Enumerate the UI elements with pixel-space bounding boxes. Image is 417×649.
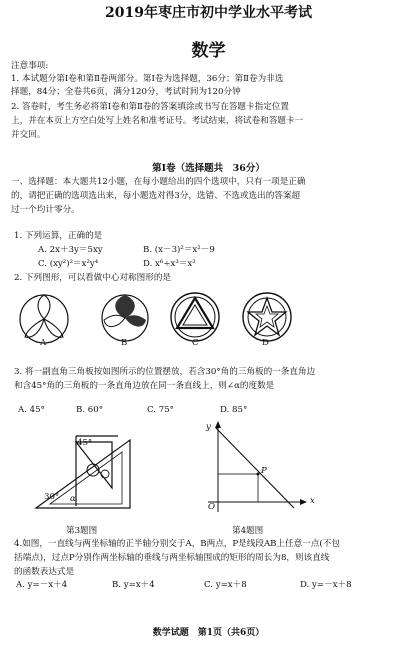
exam-title: 2019年枣庄市初中学业水平考试	[105, 5, 312, 21]
question-stem: 的函数表达式是	[14, 567, 75, 577]
option-a: A. 2x＋3y＝5xy	[38, 245, 103, 255]
option-b: B. y=x＋4	[112, 580, 155, 590]
notice-line: 1. 本试题分第Ⅰ卷和第Ⅱ卷两部分。第Ⅰ卷为选择题，36分；第Ⅱ卷为非选	[11, 74, 284, 84]
axis-label-y: y	[206, 422, 211, 432]
option-d: D. x⁶÷x³＝x²	[143, 259, 196, 269]
figure-label: B	[121, 338, 128, 348]
option-c: C. 75°	[147, 405, 174, 415]
question-stem: 3. 将一副直角三角板按如图所示的位置摆放，若含30°角的三角板的一条直角边	[14, 367, 316, 377]
option-b: B. (x－3)²＝x²－9	[143, 245, 215, 255]
question-stem: 1. 下列运算，正确的是	[14, 231, 103, 241]
angle-label-alpha: α	[70, 494, 76, 504]
figure-caption: 第4题图	[232, 526, 264, 536]
notice-line: 择题，84分；全卷共6页，满分120分，考试时间为120分钟	[11, 87, 241, 97]
section-intro: 的，请把正确的选项选出来，每小题选对得3分，选错、不选或选出的答案超	[11, 191, 301, 201]
question-stem: 括端点)，过点P分别作两坐标轴的垂线与两坐标轴围成的矩形的周长为8，则该直线	[14, 553, 330, 563]
notice-heading: 注意事项:	[11, 61, 49, 71]
point-label-p: P	[261, 466, 267, 476]
question-stem: 2. 下列图形，可以看做中心对称图形的是	[14, 273, 172, 283]
angle-label-30: 30°	[44, 492, 60, 502]
subject-title: 数学	[191, 41, 226, 61]
page-footer: 数学试题 第1页（共6页）	[152, 628, 265, 638]
question-stem: 4.如图，一直线与两坐标轴的正半轴分别交于A，B两点，P是线段AB上任意一点(不包	[14, 539, 340, 549]
option-d: D. 85°	[220, 405, 248, 415]
section-intro: 过一个均计零分。	[11, 205, 80, 215]
option-d: D. y=－x＋8	[300, 580, 352, 590]
angle-label-45: 45°	[77, 438, 93, 448]
figure-label: A	[40, 338, 47, 348]
figure-label: C	[192, 338, 199, 348]
option-a: A. 45°	[18, 405, 45, 415]
notice-line: 2. 答卷时，考生务必将第Ⅰ卷和第Ⅱ卷的答案填涂或书写在答题卡指定位置	[11, 102, 289, 112]
section-intro: 一、选择题：本大题共12小题，在每小题给出的四个选项中，只有一项是正确	[11, 177, 306, 187]
figure-label: D	[262, 338, 269, 348]
figure-caption: 第3题图	[66, 526, 98, 536]
option-c: C. (xy²)²＝x²y⁴	[38, 259, 99, 269]
notice-line: 上，并在本页上方空白处写上姓名和准考证号。考试结束，将试卷和答题卡一	[11, 116, 304, 126]
option-c: C. y=x＋8	[204, 580, 247, 590]
section-heading: 第Ⅰ卷（选择题共 36分）	[152, 163, 265, 174]
option-a: A. y=－x＋4	[16, 580, 68, 590]
option-b: B. 60°	[76, 405, 104, 415]
notice-line: 并交回。	[11, 130, 46, 140]
origin-label: O	[208, 502, 216, 512]
axis-label-x: x	[310, 496, 315, 506]
question-stem: 和含45°角的三角板的一条直角边放在同一条直线上，则∠α的度数是	[14, 381, 275, 391]
